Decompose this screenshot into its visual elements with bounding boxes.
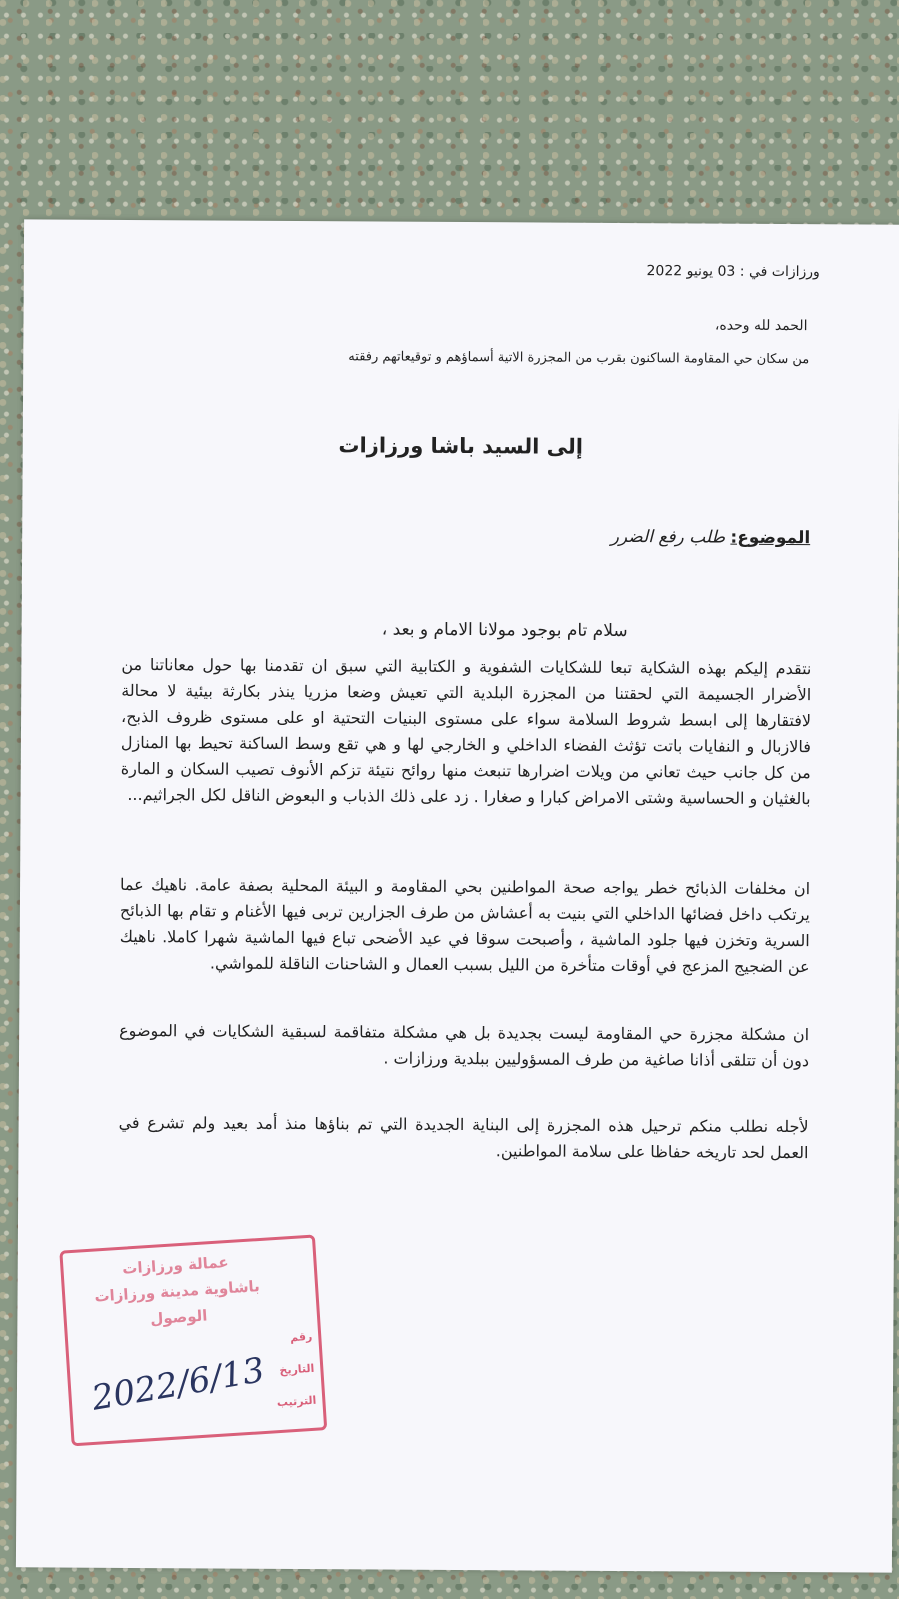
body-paragraph: ان مخلفات الذبائح خطر يواجه صحة المواطنين بحي المقاومة و البيئة المحلية بصفة عامة. ناهيك عما يرتكب داخل فضائها الداخلي التي بنيت به أعشاش من طرف الجزارين تربى فيها الأغنام و تقام بها الذبائح السرية وتخزن فيها جلود الماشية ، وأصبحت سوقا في عيد الأضحى تباع فيها الماشية شهرا كاملا. ناهيك عن الضجيج المزعج في أوقات متأخرة من الليل بسبب العمال و الشاحنات الناقلة للمواشي. <box>119 874 811 977</box>
letter-subject <box>611 527 811 548</box>
reception-stamp <box>59 1234 327 1446</box>
stamp-line-2: باشاوية مدينة ورزازات <box>93 1277 261 1306</box>
subject-value: طلب رفع الضرر <box>610 526 726 548</box>
stamp-line-3: الوصول <box>149 1306 208 1329</box>
subject-label: الموضوع: <box>730 527 811 549</box>
body-paragraph: نتقدم إليكم بهذه الشكاية تبعا للشكايات الشفوية و الكتابية التي سبق ان تقدمنا بها حول معاناتنا من الأضرار الجسيمة التي لحقتنا من المجزرة البلدية التي تعيش وضعا مزريا ينذر بكارثة بيئية لا محالة لافتقارها إلى ابسط شروط السلامة سواء على مستوى البنيات التحتية او على مستوى ظروف الذبح، فالازبال و النفايات باتت تؤثث الفضاء الداخلي و الخارجي لها و هي تقع وسط الساكنة تحيط بها المنازل من كل جانب حيث تعاني من ويلات اضرارها تنبعث منها روائح نتيئة تزكم الأنوف تصيب السكان و المارة بالغثيان و الحساسية وشتى الامراض كبارا و صغارا . زد على ذلك الذباب و البعوض الناقل لكل الجراثيم... <box>120 654 812 809</box>
letter-sheet <box>16 219 899 1572</box>
stamp-label-number: رقم <box>289 1329 313 1345</box>
letter-salutation: الحمد لله وحده، <box>714 317 808 335</box>
stamp-label-order: الترتيب <box>276 1393 317 1410</box>
letter-recipient: إلى السيد باشا ورزازات <box>338 433 584 459</box>
letter-greeting: سلام تام بوجود مولانا الامام و بعد ، <box>381 619 628 642</box>
body-paragraph: لأجله نطلب منكم ترحيل هذه المجزرة إلى البناية الجديدة التي تم بناؤها منذ أمد بعيد ولم تشرع في العمل لحد تاريخه حفاظا على سلامة المواطنين. <box>118 1112 809 1163</box>
body-paragraph: ان مشكلة مجزرة حي المقاومة ليست بجديدة بل هي مشكلة متفاقمة لسبقية الشكايات في الموضوع دون أن تتلقى أذانا صاغية من طرف المسؤوليين ببلدية ورزازات . <box>119 1020 810 1071</box>
letter-date: ورزازات في : 03 يونيو 2022 <box>646 263 820 281</box>
stamp-handwritten-date: 2022/6/13 <box>88 1350 268 1419</box>
letter-sender: من سكان حي المقاومة الساكنون بقرب من المجزرة الاتية أسماؤهم و توقيعاتهم رفقته <box>348 349 810 368</box>
stamp-label-date: التاريخ <box>279 1361 315 1377</box>
stamp-line-1: عمالة ورزازات <box>121 1253 230 1278</box>
